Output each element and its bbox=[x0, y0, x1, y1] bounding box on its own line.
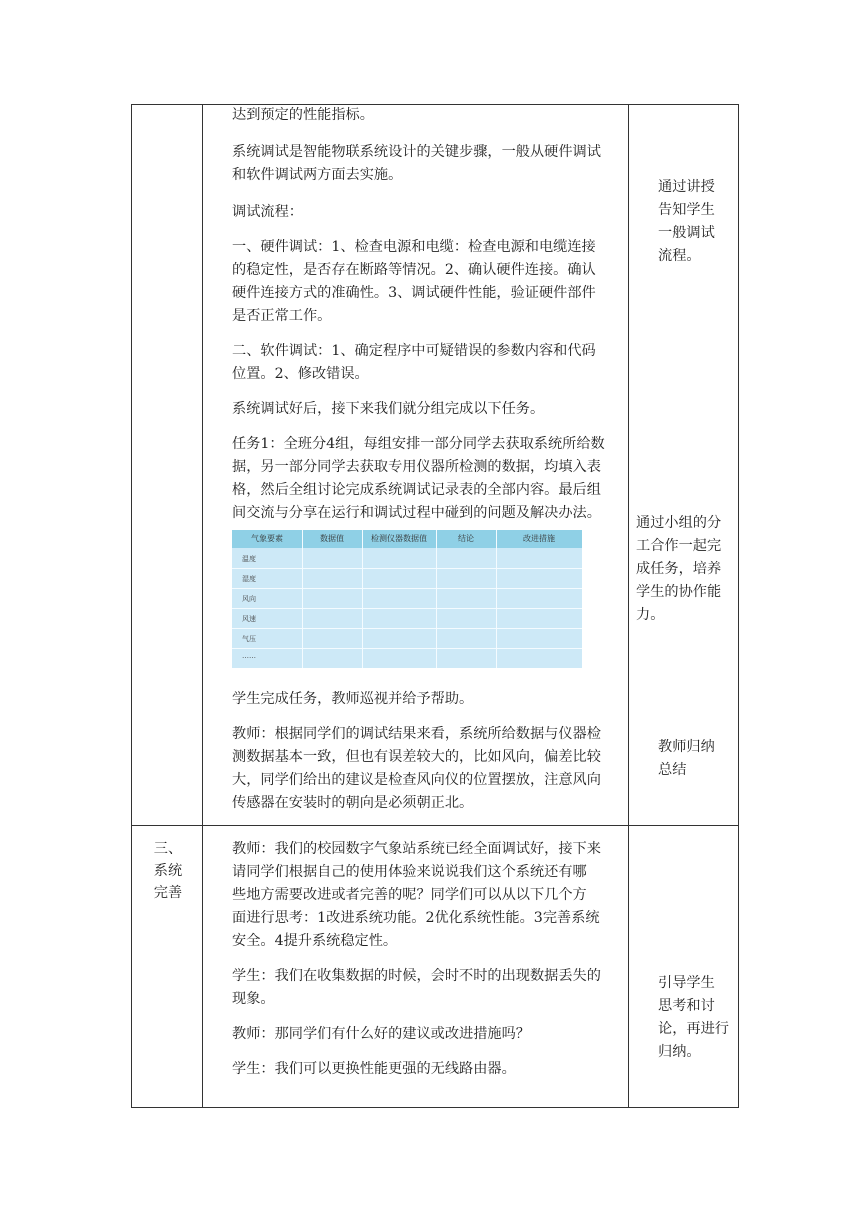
system-improvement-content bbox=[232, 838, 624, 1091]
design-intent-note: 教师归纳 总结 bbox=[658, 739, 715, 778]
row-line bbox=[232, 588, 582, 589]
row-line bbox=[232, 648, 582, 649]
paragraph: 学生：我们可以更换性能更强的无线路由器。 bbox=[232, 1061, 516, 1077]
header-cell: 改进措施 bbox=[523, 534, 555, 543]
paragraph: 调试流程： bbox=[232, 204, 303, 220]
row-label: …… bbox=[242, 652, 256, 660]
header-cell: 气象要素 bbox=[251, 534, 283, 543]
header-cell: 数据值 bbox=[320, 534, 344, 543]
column-divider-2 bbox=[628, 104, 629, 1108]
design-intent-note: 引导学生 思考和讨 论，再进行 归纳。 bbox=[658, 975, 729, 1060]
paragraph: 学生：我们在收集数据的时候，会时不时的出现数据丢失的 现象。 bbox=[232, 968, 601, 1007]
row-label: 风向 bbox=[242, 595, 256, 603]
design-intent-note: 通过讲授 告知学生 一般调试 流程。 bbox=[658, 179, 715, 264]
paragraph: 任务1：全班分4组，每组安排一部分同学去获取系统所给数 据，另一部分同学去获取专用仪器所检测的数据，均填入表 格，然后全组讨论完成系统调试记录表的全部内容。最后组 间交流与分享在运行和调试过程中碰到的问题及解决办法。 bbox=[232, 436, 605, 521]
debug-record-table-image bbox=[232, 530, 582, 668]
paragraph: 一、硬件调试：1、检查电源和电缆：检查电源和电缆连接 的稳定性，是否存在断路等情况。2、确认硬件连接。确认 硬件连接方式的准确性。3、调试硬件性能，验证硬件部件 是否正常工作。 bbox=[232, 239, 596, 324]
paragraph: 系统调试是智能物联系统设计的关键步骤，一般从硬件调试 和软件调试两方面去实施。 bbox=[232, 144, 601, 183]
row-label: 气压 bbox=[242, 635, 256, 643]
row-line bbox=[232, 568, 582, 569]
table-left-border bbox=[131, 104, 132, 1108]
process-content-continued bbox=[232, 688, 624, 825]
paragraph: 达到预定的性能指标。 bbox=[232, 107, 374, 123]
header-cell: 结论 bbox=[458, 534, 474, 543]
paragraph: 学生完成任务，教师巡视并给予帮助。 bbox=[232, 691, 474, 707]
design-intent-note: 通过小组的分 工合作一起完 成任务，培养 学生的协作能 力。 bbox=[636, 515, 722, 623]
row-label: 风速 bbox=[242, 615, 256, 623]
paragraph: 二、软件调试：1、确定程序中可疑错误的参数内容和代码 位置。2、修改错误。 bbox=[232, 343, 596, 382]
table-bottom-border bbox=[131, 1107, 739, 1108]
section-divider bbox=[131, 825, 739, 826]
stage-label: 三、 系统 完善 bbox=[153, 841, 183, 901]
paragraph: 系统调试好后，接下来我们就分组完成以下任务。 bbox=[232, 401, 545, 417]
row-label: 温度 bbox=[242, 555, 256, 563]
row-line bbox=[232, 628, 582, 629]
column-divider-1 bbox=[202, 104, 203, 1108]
paragraph: 教师：那同学们有什么好的建议或改进措施吗？ bbox=[232, 1026, 530, 1042]
header-cell: 检测仪器数据值 bbox=[371, 534, 427, 543]
row-label: 湿度 bbox=[242, 575, 256, 583]
paragraph: 教师：根据同学们的调试结果来看，系统所给数据与仪器检 测数据基本一致，但也有误差较大的，比如风向，偏差比较 大，同学们给出的建议是检查风向仪的位置摆放，注意风向 传感器在安装时的朝向是必须朝正北。 bbox=[232, 726, 601, 811]
process-content bbox=[232, 104, 624, 535]
row-line bbox=[232, 608, 582, 609]
paragraph: 教师：我们的校园数字气象站系统已经全面调试好，接下来 请同学们根据自己的使用体验来说说我们这个系统还有哪 些地方需要改进或者完善的呢？同学们可以从以下几个方 面进行思考：1改进系统功能。2优化系统性能。3完善系统 安全。4提升系统稳定性。 bbox=[232, 841, 601, 949]
table-right-border bbox=[738, 104, 739, 1108]
